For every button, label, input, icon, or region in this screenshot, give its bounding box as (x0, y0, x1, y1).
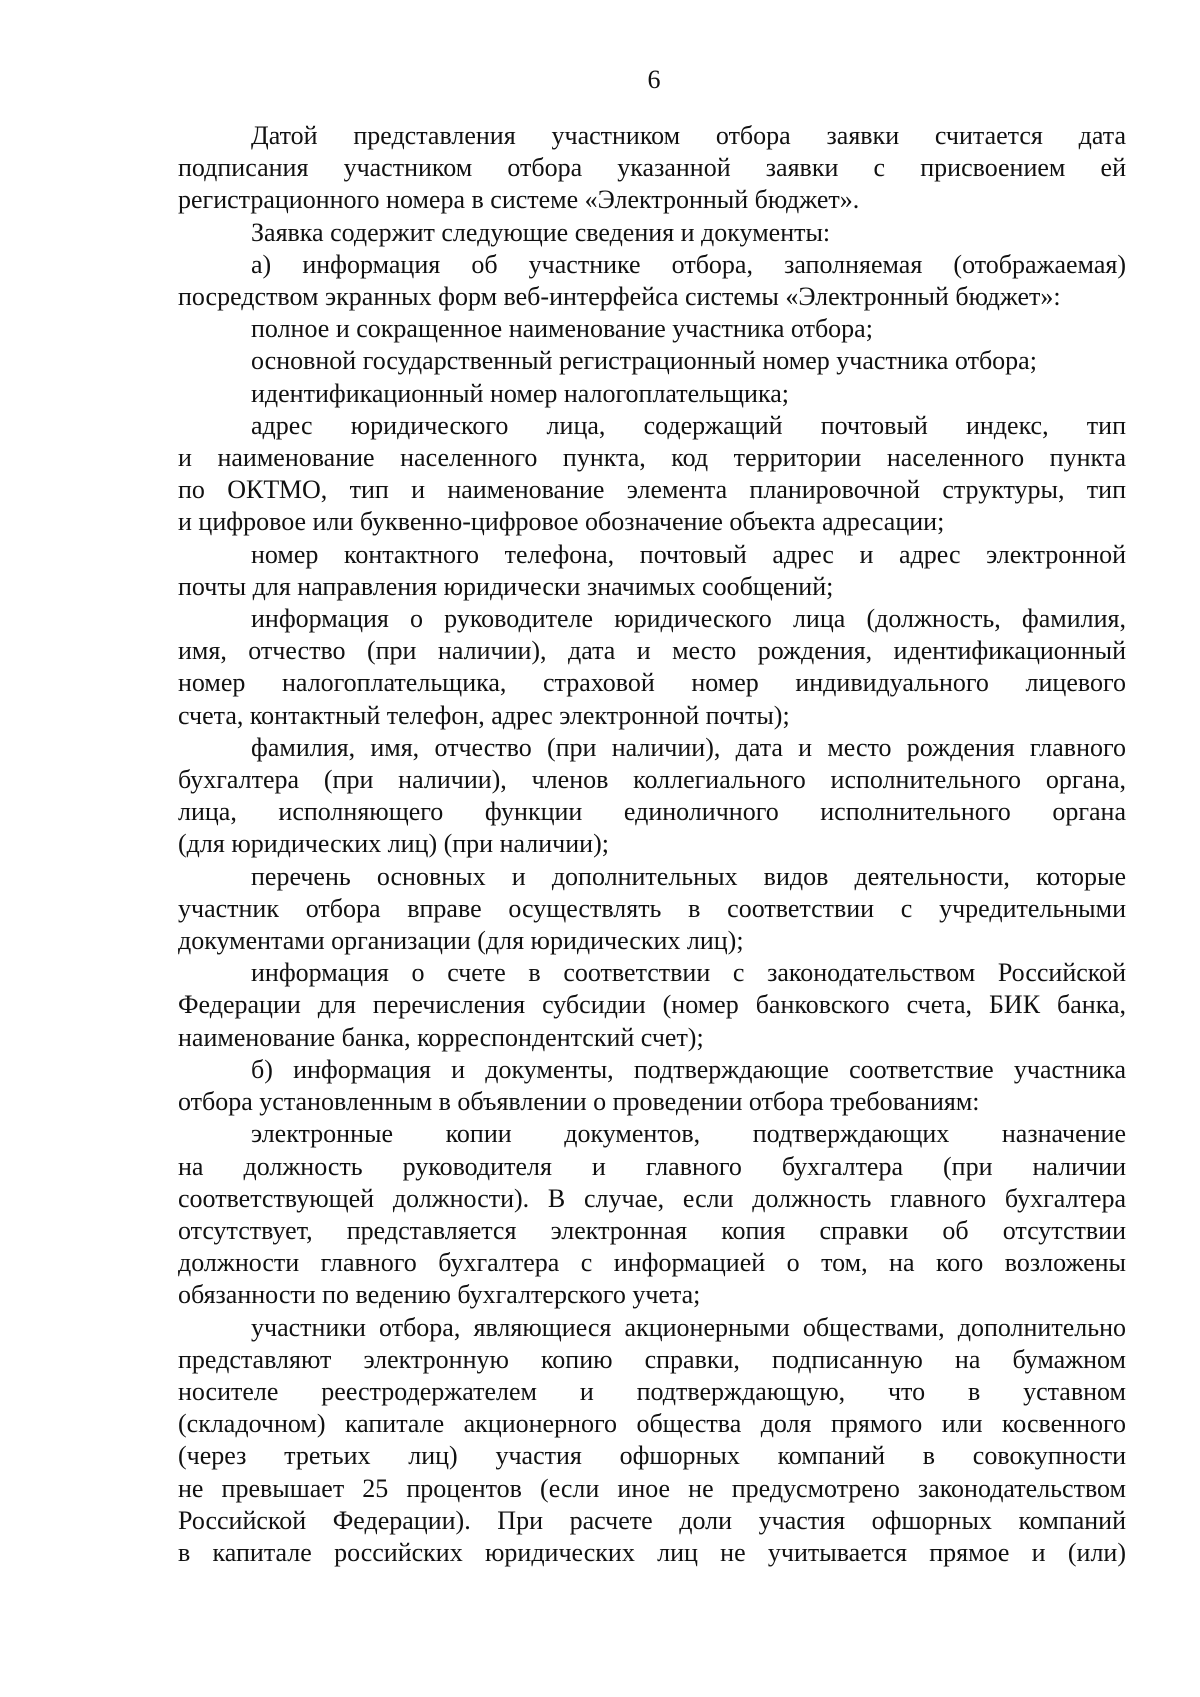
paragraph-line: почты для направления юридически значимых сообщений; (178, 571, 834, 601)
paragraph-line: регистрационного номера в системе «Электронный бюджет». (178, 185, 860, 215)
paragraph (178, 378, 1126, 410)
paragraph-line: и цифровое или буквенно-цифровое обозначение объекта адресации; (178, 507, 945, 537)
paragraph-line: Российской Федерации). При расчете доли участия офшорных компаний (178, 1505, 1126, 1535)
paragraph (178, 1312, 1126, 1570)
paragraph-line: идентификационный номер налогоплательщика; (251, 378, 789, 408)
paragraph-line: фамилия, имя, отчество (при наличии), дата и место рождения главного (251, 732, 1126, 762)
paragraph-line: информация о счете в соответствии с законодательством Российской (251, 958, 1126, 988)
paragraph-line: подписания участником отбора указанной заявки с присвоением ей (178, 153, 1126, 183)
paragraph (178, 120, 1126, 217)
paragraph (178, 249, 1126, 313)
paragraph-line: основной государственный регистрационный номер участника отбора; (251, 346, 1037, 376)
paragraph-line: соответствующей должности). В случае, если должность главного бухгалтера (178, 1183, 1126, 1213)
paragraph-line: не превышает 25 процентов (если иное не предусмотрено законодательством (178, 1473, 1126, 1503)
paragraph (178, 539, 1126, 603)
paragraph-line: Датой представления участником отбора заявки считается дата (251, 121, 1126, 150)
page-number: 6 (647, 65, 661, 94)
paragraph (178, 861, 1126, 958)
paragraph-line: в капитале российских юридических лиц не учитывается прямое и (или) (178, 1537, 1126, 1567)
paragraph (178, 1054, 1126, 1118)
paragraph-line: посредством экранных форм веб-интерфейса системы «Электронный бюджет»: (178, 282, 1061, 312)
paragraph (178, 345, 1126, 377)
paragraph-line: а) информация об участнике отбора, заполняемая (отображаемая) (251, 249, 1126, 279)
paragraph-line: информация о руководителе юридического лица (должность, фамилия, (251, 604, 1126, 634)
paragraph-line: (складочном) капитале акционерного общества доля прямого или косвенного (178, 1409, 1126, 1439)
paragraph-line: (для юридических лиц) (при наличии); (178, 829, 609, 859)
paragraph-line: Заявка содержит следующие сведения и документы: (251, 217, 831, 247)
paragraph (178, 603, 1126, 732)
paragraph-line: и наименование населенного пункта, код территории населенного пункта (178, 443, 1126, 473)
paragraph-line: по ОКТМО, тип и наименование элемента планировочной структуры, тип (178, 475, 1126, 505)
paragraph-line: должности главного бухгалтера с информацией о том, на кого возложены (178, 1248, 1126, 1278)
paragraph-line: б) информация и документы, подтверждающие соответствие участника (251, 1054, 1126, 1084)
paragraph-line: номер контактного телефона, почтовый адрес и адрес электронной (251, 539, 1126, 569)
paragraph-line: имя, отчество (при наличии), дата и место рождения, идентификационный (178, 636, 1126, 666)
document-body (178, 120, 1126, 1569)
paragraph (178, 732, 1126, 861)
paragraph-line: представляют электронную копию справки, подписанную на бумажном (178, 1344, 1126, 1374)
paragraph-line: лица, исполняющего функции единоличного исполнительного органа (178, 797, 1126, 827)
paragraph-line: бухгалтера (при наличии), членов коллегиального исполнительного органа, (178, 765, 1126, 795)
paragraph-line: участники отбора, являющиеся акционерными обществами, дополнительно (251, 1312, 1126, 1342)
paragraph-line: отбора установленным в объявлении о проведении отбора требованиям: (178, 1087, 980, 1117)
paragraph (178, 957, 1126, 1054)
paragraph-line: участник отбора вправе осуществлять в соответствии с учредительными (178, 893, 1126, 923)
paragraph-line: наименование банка, корреспондентский счет); (178, 1022, 704, 1052)
paragraph-line: обязанности по ведению бухгалтерского учета; (178, 1280, 701, 1310)
paragraph-line: электронные копии документов, подтверждающих назначение (251, 1119, 1126, 1149)
paragraph (178, 1118, 1126, 1311)
paragraph-line: отсутствует, представляется электронная копия справки об отсутствии (178, 1215, 1126, 1245)
paragraph-line: перечень основных и дополнительных видов деятельности, которые (251, 861, 1126, 891)
paragraph-line: документами организации (для юридических лиц); (178, 926, 744, 956)
paragraph (178, 217, 1126, 249)
paragraph-line: носителе реестродержателем и подтверждающую, что в уставном (178, 1376, 1126, 1406)
paragraph-line: (через третьих лиц) участия офшорных компаний в совокупности (178, 1441, 1126, 1471)
paragraph-line: счета, контактный телефон, адрес электронной почты); (178, 700, 790, 730)
paragraph-line: полное и сокращенное наименование участника отбора; (251, 314, 873, 344)
paragraph-line: номер налогоплательщика, страховой номер индивидуального лицевого (178, 668, 1126, 698)
paragraph-line: Федерации для перечисления субсидии (номер банковского счета, БИК банка, (178, 990, 1126, 1020)
paragraph-line: адрес юридического лица, содержащий почтовый индекс, тип (251, 410, 1126, 440)
paragraph (178, 313, 1126, 345)
paragraph (178, 410, 1126, 539)
paragraph-line: на должность руководителя и главного бухгалтера (при наличии (178, 1151, 1126, 1181)
